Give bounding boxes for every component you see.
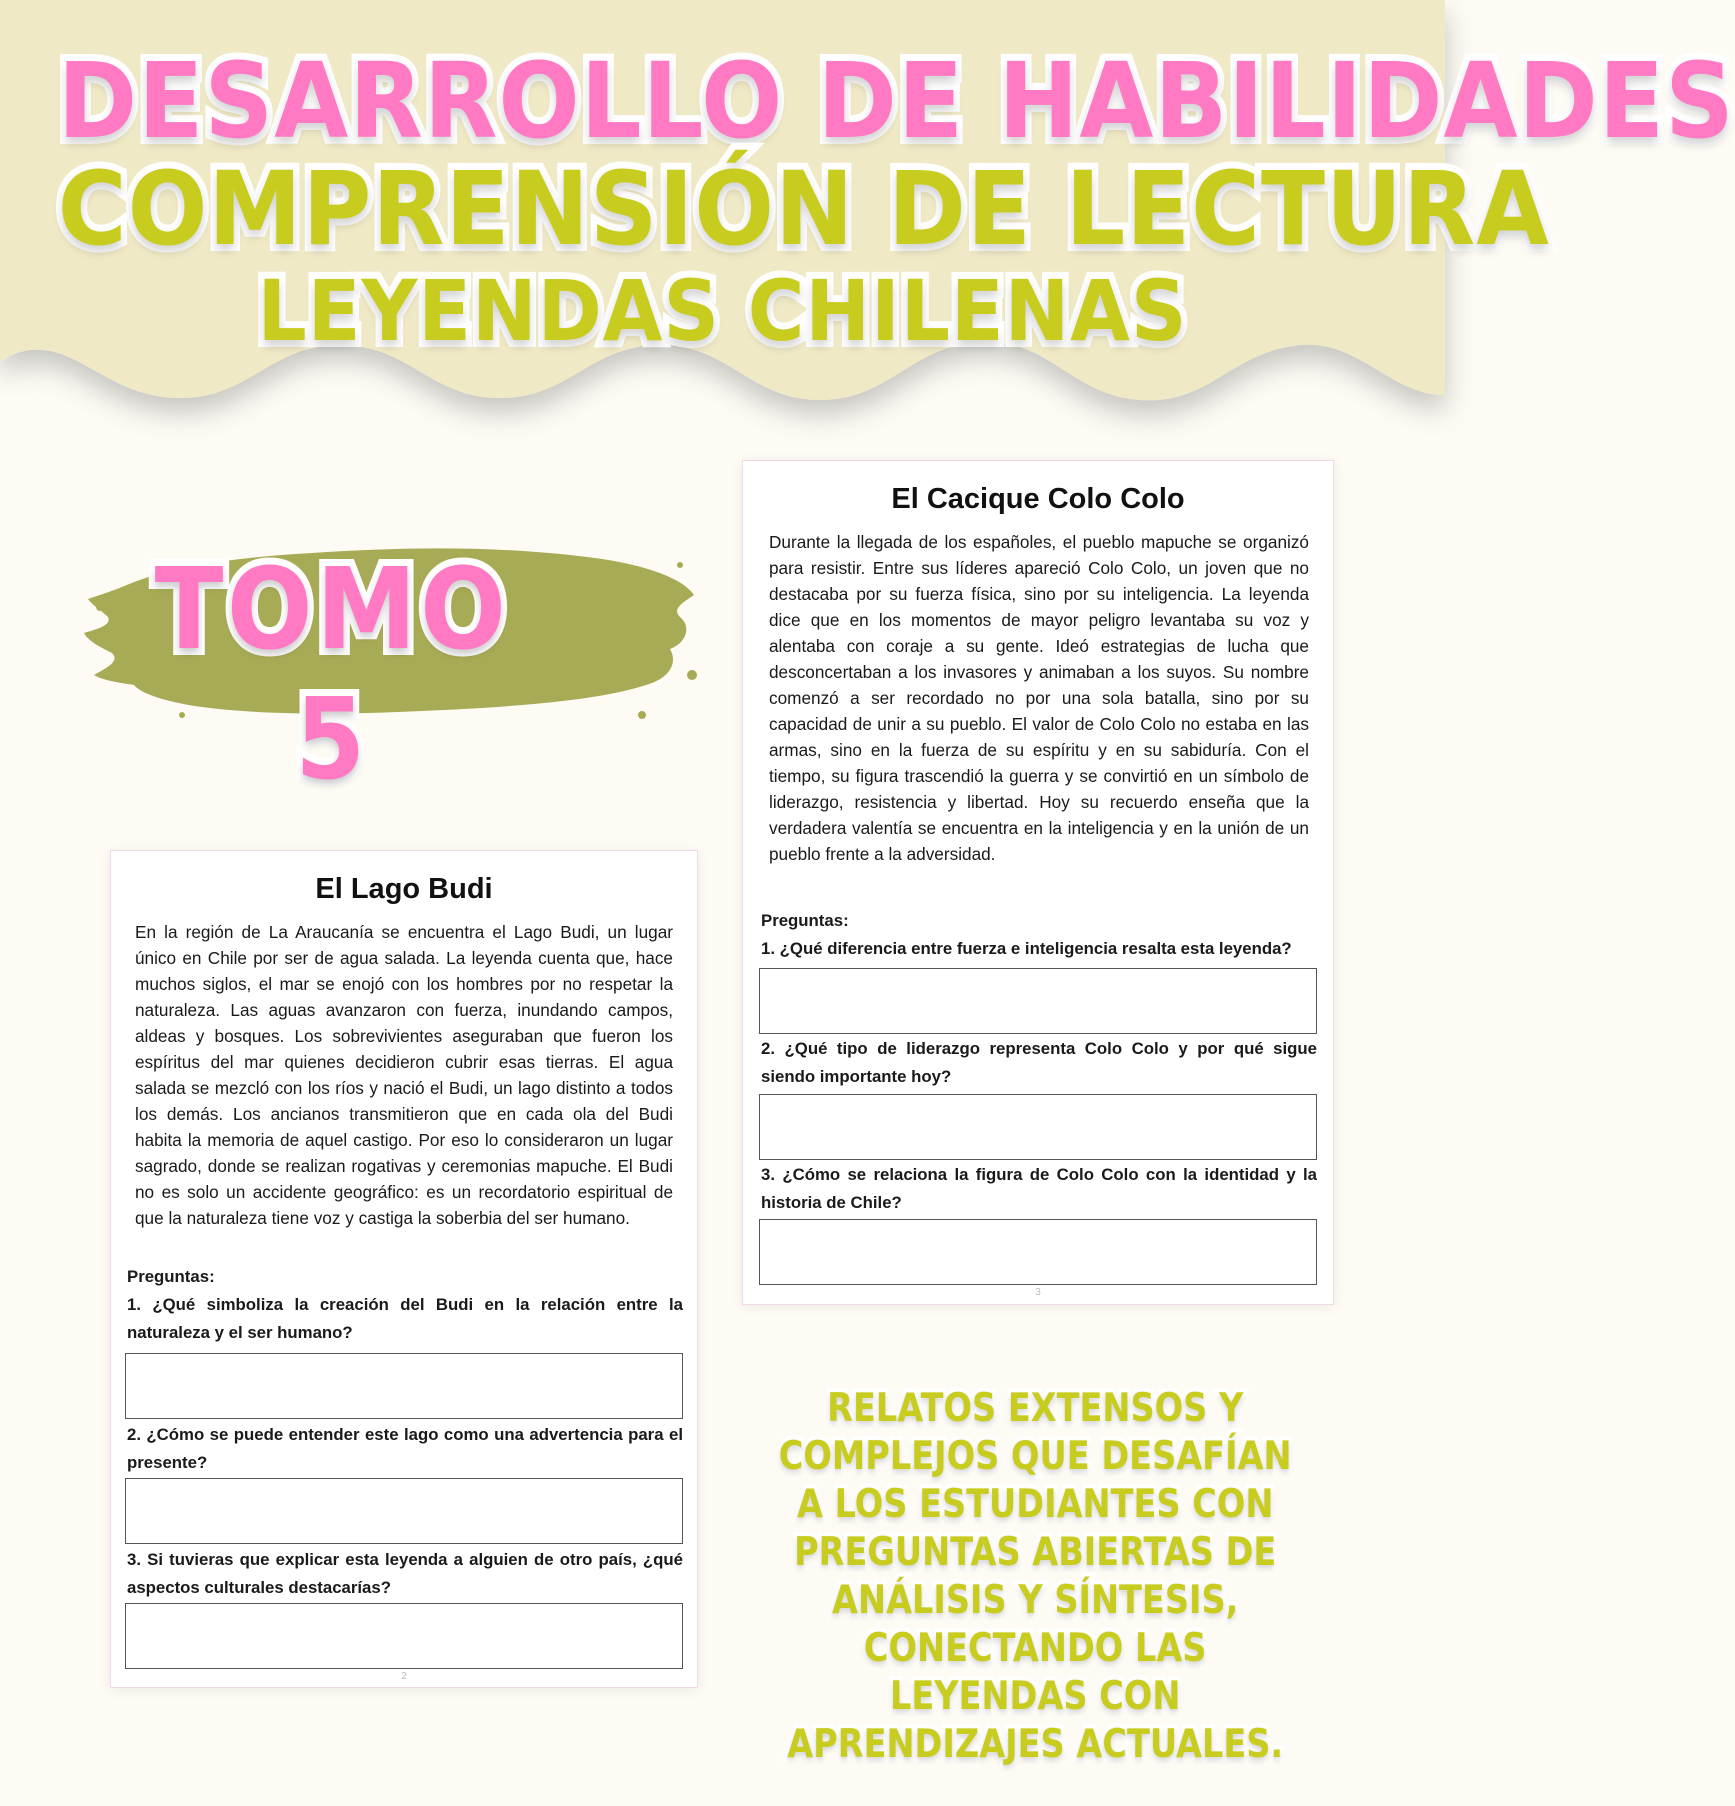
question-1: 1. ¿Qué simboliza la creación del Budi en la relación entre la naturaleza y el ser humano? xyxy=(127,1295,683,1342)
answer-box-1[interactable] xyxy=(125,1353,683,1419)
worksheet-page-lago-budi xyxy=(110,850,698,1688)
questions-heading: Preguntas: xyxy=(127,1267,215,1286)
answer-box-3[interactable] xyxy=(759,1219,1317,1285)
question-2: 2. ¿Qué tipo de liderazgo representa Colo Colo y por qué sigue siendo importante hoy? xyxy=(761,1039,1317,1086)
worksheet-page-colo-colo xyxy=(742,460,1334,1305)
story-text: En la región de La Araucanía se encuentra el Lago Budi, un lugar único en Chile por ser de agua salada. La leyenda cuenta que, hace muchos siglos, el mar se enojó con los hombres por no respetar la naturaleza. Las aguas avanzaron con fuerza, inundando campos, aldeas y bosques. Los sobrevivientes aseguraban que fueron los espíritus del mar quienes decidieron cubrir esas tierras. El agua salada se mezcló con los ríos y nació el Budi, un lago distinto a todos los demás. Los ancianos transmitieron que en cada ola del Budi habita la memoria de aquel castigo. Por eso lo consideraron un lugar sagrado, donde se realizan rogativas y ceremonias mapuche. El Budi no es solo un accidente geográfico: es un recordatorio espiritual de que la naturaleza tiene voz y castiga la soberbia del ser humano. xyxy=(135,922,673,1228)
question-2: 2. ¿Cómo se puede entender este lago como una advertencia para el presente? xyxy=(127,1425,683,1472)
page-title: El Lago Budi xyxy=(315,873,493,905)
badge-text: TOMO 5 xyxy=(154,545,510,805)
promo-blurb: RELATOS EXTENSOS Y COMPLEJOS QUE DESAFÍAN A LOS ESTUDIANTES CON PREGUNTAS ABIERTAS DE ANÁLISIS Y SÍNTESIS, CONECTANDO LAS LEYENDAS CON APRENDIZAJES ACTUALES. xyxy=(778,1386,1292,1767)
page-number: 3 xyxy=(1035,1287,1041,1298)
story-text: Durante la llegada de los españoles, el pueblo mapuche se organizó para resistir. Entre sus líderes apareció Colo Colo, un joven que no destacaba por su fuerza física, sino por su inteligencia. La leyenda dice que en los momentos de mayor peligro levantaba su voz y alentaba con coraje a su gente. Ideó estrategias de lucha que desconcertaban a los invasores y animaban a los suyos. Su nombre comenzó a ser recordado no por una sola batalla, sino por su capacidad de unir a su pueblo. El valor de Colo Colo no estaba en las armas, sino en la fuerza de su espíritu y en su sabiduría. Con el tiempo, su figura trascendió la guerra y se convirtió en un símbolo de liderazgo, resistencia y libertad. Hoy su recuerdo enseña que la verdadera valentía se encuentra en la inteligencia y en la unión de un pueblo frente a la adversidad. xyxy=(769,532,1309,864)
page-number: 2 xyxy=(401,1671,407,1682)
question-3: 3. Si tuvieras que explicar esta leyenda a alguien de otro país, ¿qué aspectos culturales destacarías? xyxy=(127,1550,683,1597)
header-title-line-3: LEYENDAS CHILENAS xyxy=(257,262,1188,360)
page-title: El Cacique Colo Colo xyxy=(891,483,1185,515)
question-1: 1. ¿Qué diferencia entre fuerza e inteligencia resalta esta leyenda? xyxy=(761,939,1292,958)
answer-box-3[interactable] xyxy=(125,1603,683,1669)
answer-box-1[interactable] xyxy=(759,968,1317,1034)
header-title-line-1: DESARROLLO DE HABILIDADES xyxy=(57,40,1735,162)
question-3: 3. ¿Cómo se relaciona la figura de Colo Colo con la identidad y la historia de Chile? xyxy=(761,1165,1317,1212)
questions-heading: Preguntas: xyxy=(761,911,849,930)
answer-box-2[interactable] xyxy=(759,1094,1317,1160)
answer-box-2[interactable] xyxy=(125,1478,683,1544)
header-title-line-2: COMPRENSIÓN DE LECTURA xyxy=(57,150,1550,269)
